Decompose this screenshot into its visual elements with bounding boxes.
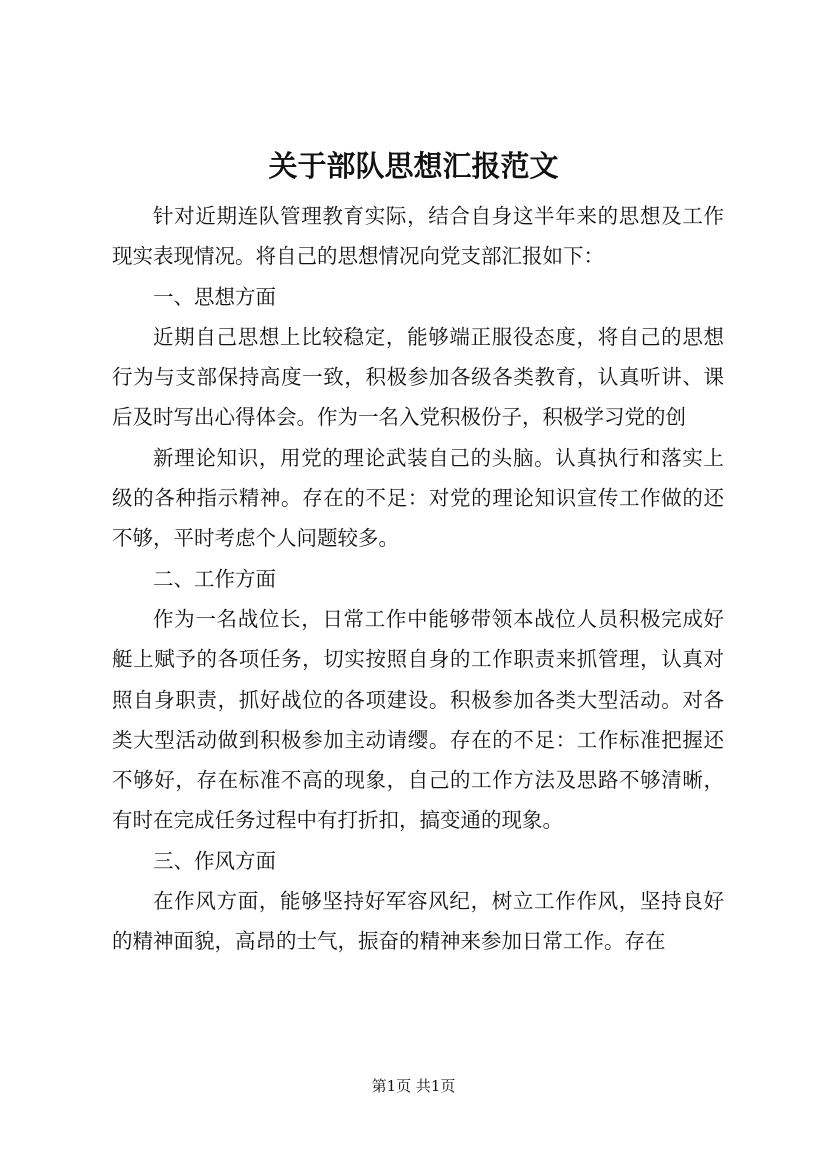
page-number-footer: 第1页 共1页 xyxy=(371,1077,456,1095)
section-heading-thought: 一、思想方面 xyxy=(153,284,276,309)
paragraph-thought-2: 新理论知识，用党的理论武装自己的头脑。认真执行和落实上级的各种指示精神。存在的不足：对党的理论知识宣传工作做的还不够，平时考虑个人问题较多。 xyxy=(112,445,724,551)
paragraph-thought-1: 近期自己思想上比较稳定，能够端正服役态度，将自己的思想行为与支部保持高度一致，积极参加各级各类教育，认真听讲、课后及时写出心得体会。作为一名入党积极份子，积极学习党的创 xyxy=(112,324,724,430)
document-title: 关于部队思想汇报范文 xyxy=(268,149,559,183)
paragraph-style: 在作风方面，能够坚持好军容风纪，树立工作作风，坚持良好的精神面貌，高昂的士气，振奋的精神来参加日常工作。存在 xyxy=(112,889,724,954)
section-heading-style: 三、作风方面 xyxy=(153,848,276,873)
document-body xyxy=(112,196,724,962)
paragraph-work: 作为一名战位长，日常工作中能够带领本战位人员积极完成好艇上赋予的各项任务，切实按照自身的工作职责来抓管理，认真对照自身职责，抓好战位的各项建设。积极参加各类大型活动。对各类大型活动做到积极参加主动请缨。存在的不足：工作标准把握还不够好，存在标准不高的现象，自己的工作方法及思路不够清晰，有时在完成任务过程中有打折扣，搞变通的现象。 xyxy=(112,606,724,833)
intro-paragraph: 针对近期连队管理教育实际，结合自身这半年来的思想及工作现实表现情况。将自己的思想情况向党支部汇报如下： xyxy=(112,204,724,269)
section-heading-work: 二、工作方面 xyxy=(153,566,276,591)
